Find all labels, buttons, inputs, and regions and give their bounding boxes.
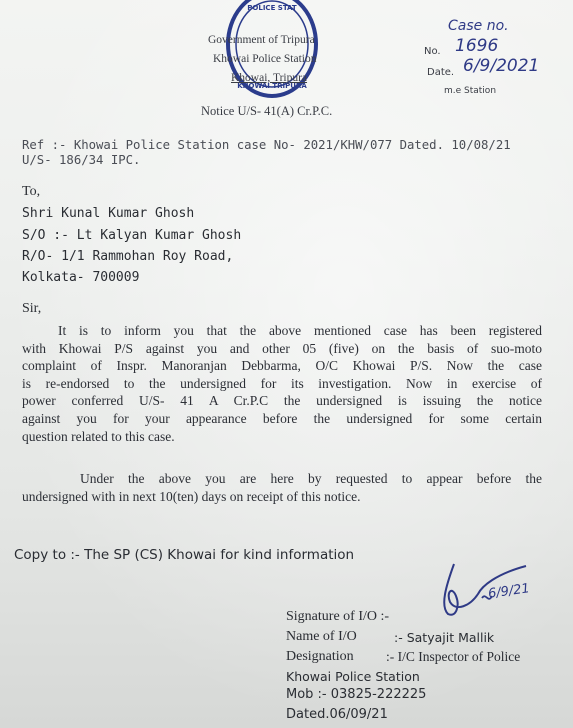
no-label: No. (424, 46, 441, 57)
handwritten-number: 1696 (455, 36, 499, 56)
header-station: Khowai Police Station (213, 53, 317, 65)
paragraph-1-line: against you for your appearance before the undersigned for some certain (22, 410, 542, 426)
officer-mobile: Mob :- 03825-222225 (286, 687, 427, 702)
station-mark: m.e Station (444, 86, 497, 96)
copy-to: Copy to :- The SP (CS) Khowai for kind information (14, 547, 355, 563)
name-label: Name of I/O (286, 629, 357, 644)
paragraph-1-line: complaint of Inspr. Manoranjan Debbarma, O/C Khowai P/S. Now the case (22, 358, 542, 374)
handwritten-case-label: Case no. (448, 18, 509, 34)
paragraph-1 (22, 322, 542, 445)
officer-designation: :- I/C Inspector of Police (386, 649, 521, 664)
header-government: Government of Tripura (208, 34, 315, 46)
paragraph-2-line: Under the above you are here by requested to appear before the (80, 471, 542, 486)
svg-text:POLICE STAT: POLICE STAT (247, 4, 297, 12)
recipient-name: Shri Kunal Kumar Ghosh (22, 206, 195, 221)
paragraph-1-line: It is to inform you that the above mentioned case has been registered (58, 323, 542, 338)
paragraph-1-line: with Khowai P/S against you and other 05 (five) on the basis of suo-moto (22, 340, 542, 356)
paragraph-2 (22, 470, 542, 505)
signature-date: 6/9/21 (487, 581, 531, 602)
to-label: To, (22, 184, 41, 199)
reference-line: Ref :- Khowai Police Station case No- 2021/KHW/077 Dated. 10/08/21 (22, 138, 511, 152)
header-address: Khowai, Tripura (231, 72, 308, 84)
svg-text:KHOWAI TRIPURA: KHOWAI TRIPURA (237, 82, 307, 90)
officer-station: Khowai Police Station (286, 669, 420, 684)
recipient-city: Kolkata- 700009 (22, 270, 140, 285)
recipient-father: S/O :- Lt Kalyan Kumar Ghosh (22, 228, 242, 243)
date-label: Date. (427, 67, 455, 78)
designation-label: Designation (286, 649, 354, 664)
handwritten-date: 6/9/2021 (463, 56, 540, 76)
signature-label: Signature of I/O :- (286, 609, 390, 624)
recipient-address: R/O- 1/1 Rammohan Roy Road, (22, 249, 234, 264)
paragraph-1-line: power conferred U/S- 41 A Cr.P.C the undersigned is issuing the notice (22, 393, 542, 409)
reference-section: U/S- 186/34 IPC. (22, 153, 141, 167)
paragraph-2-last-line: undersigned with in next 10(ten) days on receipt of this notice. (22, 488, 361, 504)
salutation: Sir, (22, 301, 42, 316)
officer-name: :- Satyajit Mallik (394, 630, 495, 645)
notice-title: Notice U/S- 41(A) Cr.P.C. (201, 104, 333, 118)
paragraph-1-last-line: question related to this case. (22, 428, 175, 444)
notice-date: Dated.06/09/21 (286, 707, 388, 722)
paragraph-1-line: is re-endorsed to the undersigned for its investigation. Now in exercise of (22, 375, 542, 391)
